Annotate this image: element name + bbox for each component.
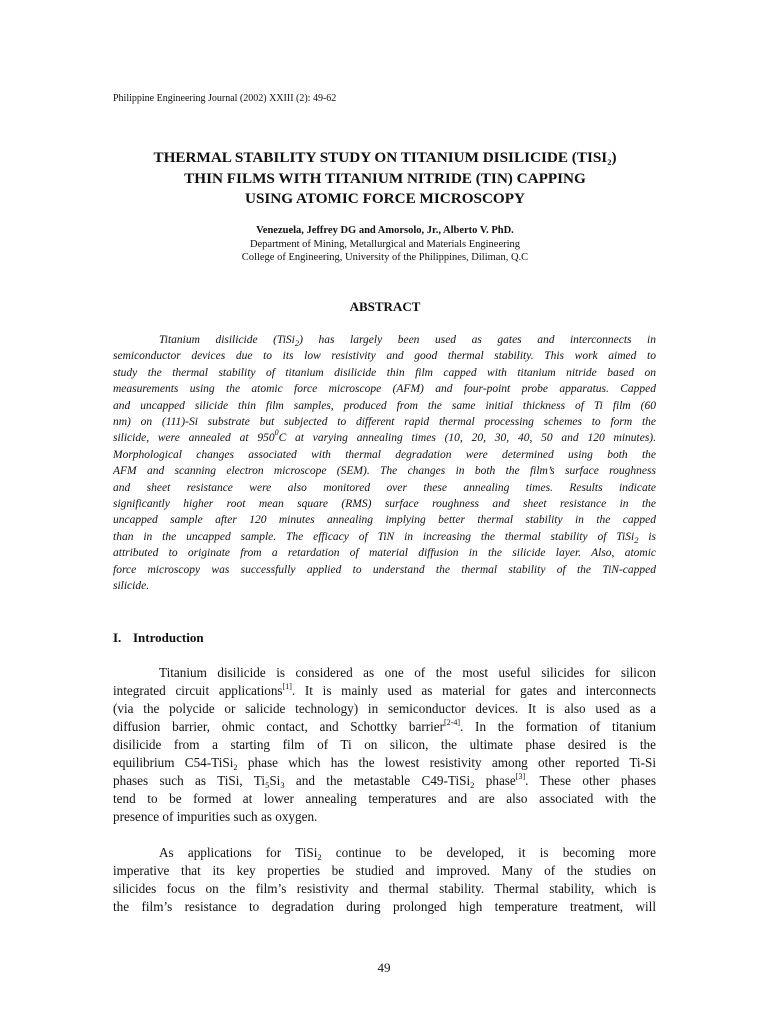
abstract-line: and uncapped silicide thin film samples, produced from the same initial thickness of Ti film (60: [113, 399, 656, 412]
body-line: imperative that its key properties be studied and improved. Many of the studies on: [113, 863, 656, 878]
body-line: disilicide from a starting film of Ti on silicon, the ultimate phase desired is the: [113, 737, 656, 752]
body-line: Titanium disilicide is considered as one of the most useful silicides for silicon: [159, 665, 656, 680]
author-block: [80, 224, 690, 265]
abstract-line: silicide.: [113, 580, 150, 593]
abstract-line: significantly higher root mean square (RMS) surface roughness and sheet resistance in the: [113, 498, 656, 511]
paper-title: [80, 148, 690, 210]
body-line: equilibrium C54-TiSi$_2$ phase which has the lowest resistivity among other reported Ti-Si: [113, 755, 656, 772]
title-line-3: USING ATOMIC FORCE MICROSCOPY: [244, 190, 525, 207]
abstract-heading: ABSTRACT: [349, 299, 421, 314]
abstract-line: attributed to originate from a retardation of material diffusion in the silicide layer. Also, atomic: [113, 547, 656, 560]
body-line: (via the polycide or salicide technology) in semiconductor devices. It is also used as a: [113, 701, 656, 716]
abstract-line: force microscopy was successfully applied to understand the thermal stability of the TiN-capped: [113, 563, 656, 576]
abstract-body: [113, 332, 656, 595]
page-number: 49: [377, 960, 391, 975]
journal-citation: Philippine Engineering Journal (2002) XXIII (2): 49-62: [113, 93, 337, 104]
abstract-line: and sheet resistance were also monitored over these annealing times. Results indicate: [113, 481, 656, 494]
abstract-line: Titanium disilicide (TiSi$_2$) has largely been used as gates and interconnects in: [159, 334, 656, 348]
abstract-line: nm) on (111)-Si substrate but subjected to different rapid thermal processing schemes to form the: [113, 416, 656, 429]
abstract-line: study the thermal stability of titanium disilicide thin film capped with titanium nitride based on: [113, 366, 656, 379]
abstract-line: Morphological changes associated with thermal degradation were determined using both the: [113, 448, 656, 461]
intro-paragraph-2: [113, 844, 656, 916]
body-line: phases such as TiSi, $Ti_5Si_3$ and the metastable C49-TiSi$_2$ phase[3]. These other phases: [113, 772, 656, 790]
title-line-1: THERMAL STABILITY STUDY ON TITANIUM DISILICIDE $(TISI_2)$: [153, 149, 617, 167]
title-line-2: THIN FILMS WITH TITANIUM NITRIDE (TIN) CAPPING: [184, 169, 586, 187]
body-line: diffusion barrier, ohmic contact, and Schottky barrier[2-4]. In the formation of titanium: [113, 718, 656, 734]
abstract-line: semiconductor devices due to its low resistivity and good thermal stability. This work aimed to: [113, 350, 656, 363]
section-title: Introduction: [133, 630, 204, 645]
abstract-line: silicide, were annealed at $950^0C$ at varying annealing times (10, 20, 30, 40, 50 and 120 minutes).: [113, 428, 656, 445]
abstract-line: AFM and scanning electron microscope (SEM). The changes in both the film’s surface roughness: [113, 465, 656, 478]
section-heading-introduction: [113, 630, 204, 646]
author-college: College of Engineering, University of the Philippines, Diliman, Q.C: [241, 252, 529, 263]
body-line: tend to be formed at lower annealing temperatures and are also associated with the: [113, 791, 656, 806]
abstract-line: than in the uncapped sample. The efficacy of TiN in increasing the thermal stability of TiSi$_2$ is: [113, 530, 656, 545]
abstract-line: measurements using the atomic force microscope (AFM) and four-point probe apparatus. Capped: [113, 383, 656, 396]
section-number: I.: [113, 630, 122, 645]
body-line: silicides focus on the film’s resistivity and thermal stability. Thermal stability, which is: [113, 881, 656, 896]
body-line: integrated circuit applications[1]. It is mainly used as material for gates and interconnects: [113, 682, 656, 698]
body-line: As applications for TiSi$_2$ continue to be developed, it is becoming more: [159, 845, 656, 862]
body-line: the film’s resistance to degradation during prolonged high temperature treatment, will: [113, 899, 656, 914]
abstract-line: uncapped sample after 120 minutes annealing implying better thermal stability in the capped: [113, 514, 656, 527]
author-names: Venezuela, Jeffrey DG and Amorsolo, Jr., Alberto V. PhD.: [256, 225, 514, 236]
body-line: presence of impurities such as oxygen.: [113, 809, 318, 824]
intro-paragraph-1: [113, 664, 656, 826]
author-department: Department of Mining, Metallurgical and Materials Engineering: [249, 238, 521, 250]
